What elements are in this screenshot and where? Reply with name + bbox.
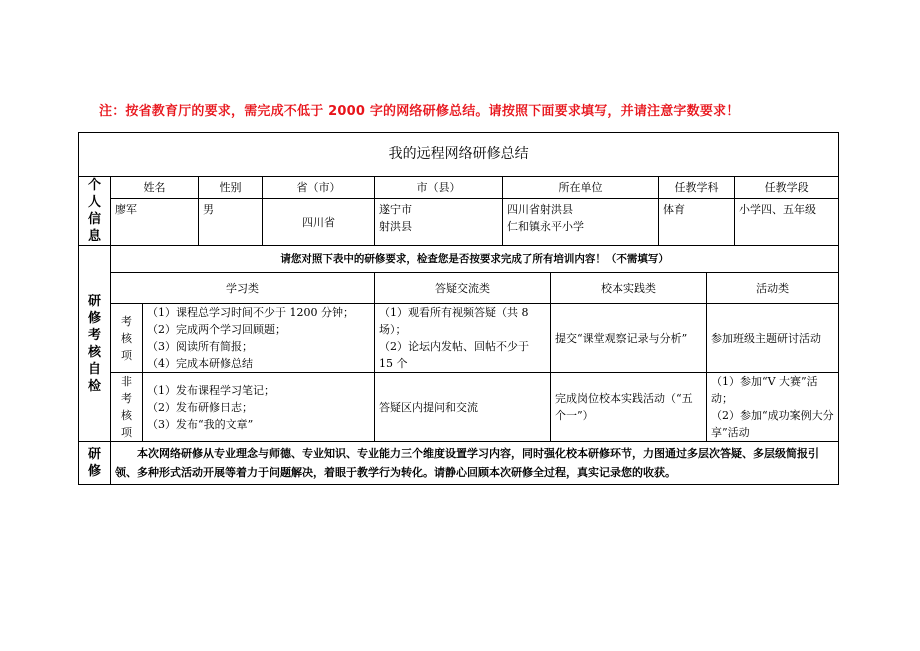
- value-gender: 男: [199, 198, 263, 245]
- requirement-text: 请您对照下表中的研修要求，检查您是否按要求完成了所有培训内容！（不需填写）: [111, 246, 839, 273]
- assessed-items-row: [79, 304, 839, 373]
- non-assessed-study: （1）发布课程学习笔记； （2）发布研修日志； （3）发布“我的文章”: [143, 373, 375, 442]
- summary-label: 研 修: [79, 442, 111, 485]
- category-study: 学习类: [111, 273, 375, 304]
- assessed-activity: 参加班级主题研讨活动: [707, 304, 839, 373]
- assessed-study: （1）课程总学习时间不少于 1200 分钟； （2）完成两个学习回顾题； （3）阅读所有简报； （4）完成本研修总结: [143, 304, 375, 373]
- non-assessed-practice: 完成岗位校本实践活动（“五个一”）: [551, 373, 707, 442]
- header-subject: 任教学科: [659, 177, 735, 199]
- non-assessed-activity: （1）参加“V 大赛”活动； （2）参加“成功案例大分享”活动: [707, 373, 839, 442]
- personal-header-row: [79, 177, 839, 199]
- value-unit: 四川省射洪县 仁和镇永平小学: [503, 198, 659, 245]
- summary-text: 本次网络研修从专业理念与师德、专业知识、专业能力三个维度设置学习内容，同时强化校本研修环节，力图通过多层次答疑、多层级简报引领、多种形式活动开展等着力于问题解决，着眼于教学行为转化。请静心回顾本次研修全过程，真实记录您的收获。: [111, 442, 839, 485]
- value-city: 遂宁市 射洪县: [375, 198, 503, 245]
- category-activity: 活动类: [707, 273, 839, 304]
- value-stage: 小学四、五年级: [735, 198, 839, 245]
- check-section-label: 研 修 考 核 自 检: [79, 246, 111, 442]
- assessed-practice: 提交“课堂观察记录与分析”: [551, 304, 707, 373]
- assessed-qa: （1）观看所有视频答疑（共 8 场）； （2）论坛内发帖、回帖不少于 15 个: [375, 304, 551, 373]
- category-practice: 校本实践类: [551, 273, 707, 304]
- requirement-row: [79, 246, 839, 273]
- non-assessed-items-row: [79, 373, 839, 442]
- category-qa: 答疑交流类: [375, 273, 551, 304]
- form-title: 我的远程网络研修总结: [79, 133, 839, 177]
- header-gender: 性别: [199, 177, 263, 199]
- header-stage: 任教学段: [735, 177, 839, 199]
- header-province: 省（市）: [263, 177, 375, 199]
- summary-form-table: [78, 132, 839, 485]
- header-unit: 所在单位: [503, 177, 659, 199]
- non-assessed-qa: 答疑区内提问和交流: [375, 373, 551, 442]
- category-row: [79, 273, 839, 304]
- summary-row: [79, 442, 839, 485]
- header-city: 市（县）: [375, 177, 503, 199]
- value-province: 四川省: [263, 198, 375, 245]
- personal-info-label: 个 人 信 息: [79, 177, 111, 246]
- instruction-note: 注：按省教育厅的要求，需完成不低于 2000 字的网络研修总结。请按照下面要求填写，并请注意字数要求！: [99, 104, 740, 119]
- value-name: 廖军: [111, 198, 199, 245]
- personal-values-row: [79, 198, 839, 245]
- value-subject: 体育: [659, 198, 735, 245]
- title-row: [79, 133, 839, 177]
- non-assessed-label: 非 考 核 项: [111, 373, 143, 442]
- assessed-label: 考 核 项: [111, 304, 143, 373]
- header-name: 姓名: [111, 177, 199, 199]
